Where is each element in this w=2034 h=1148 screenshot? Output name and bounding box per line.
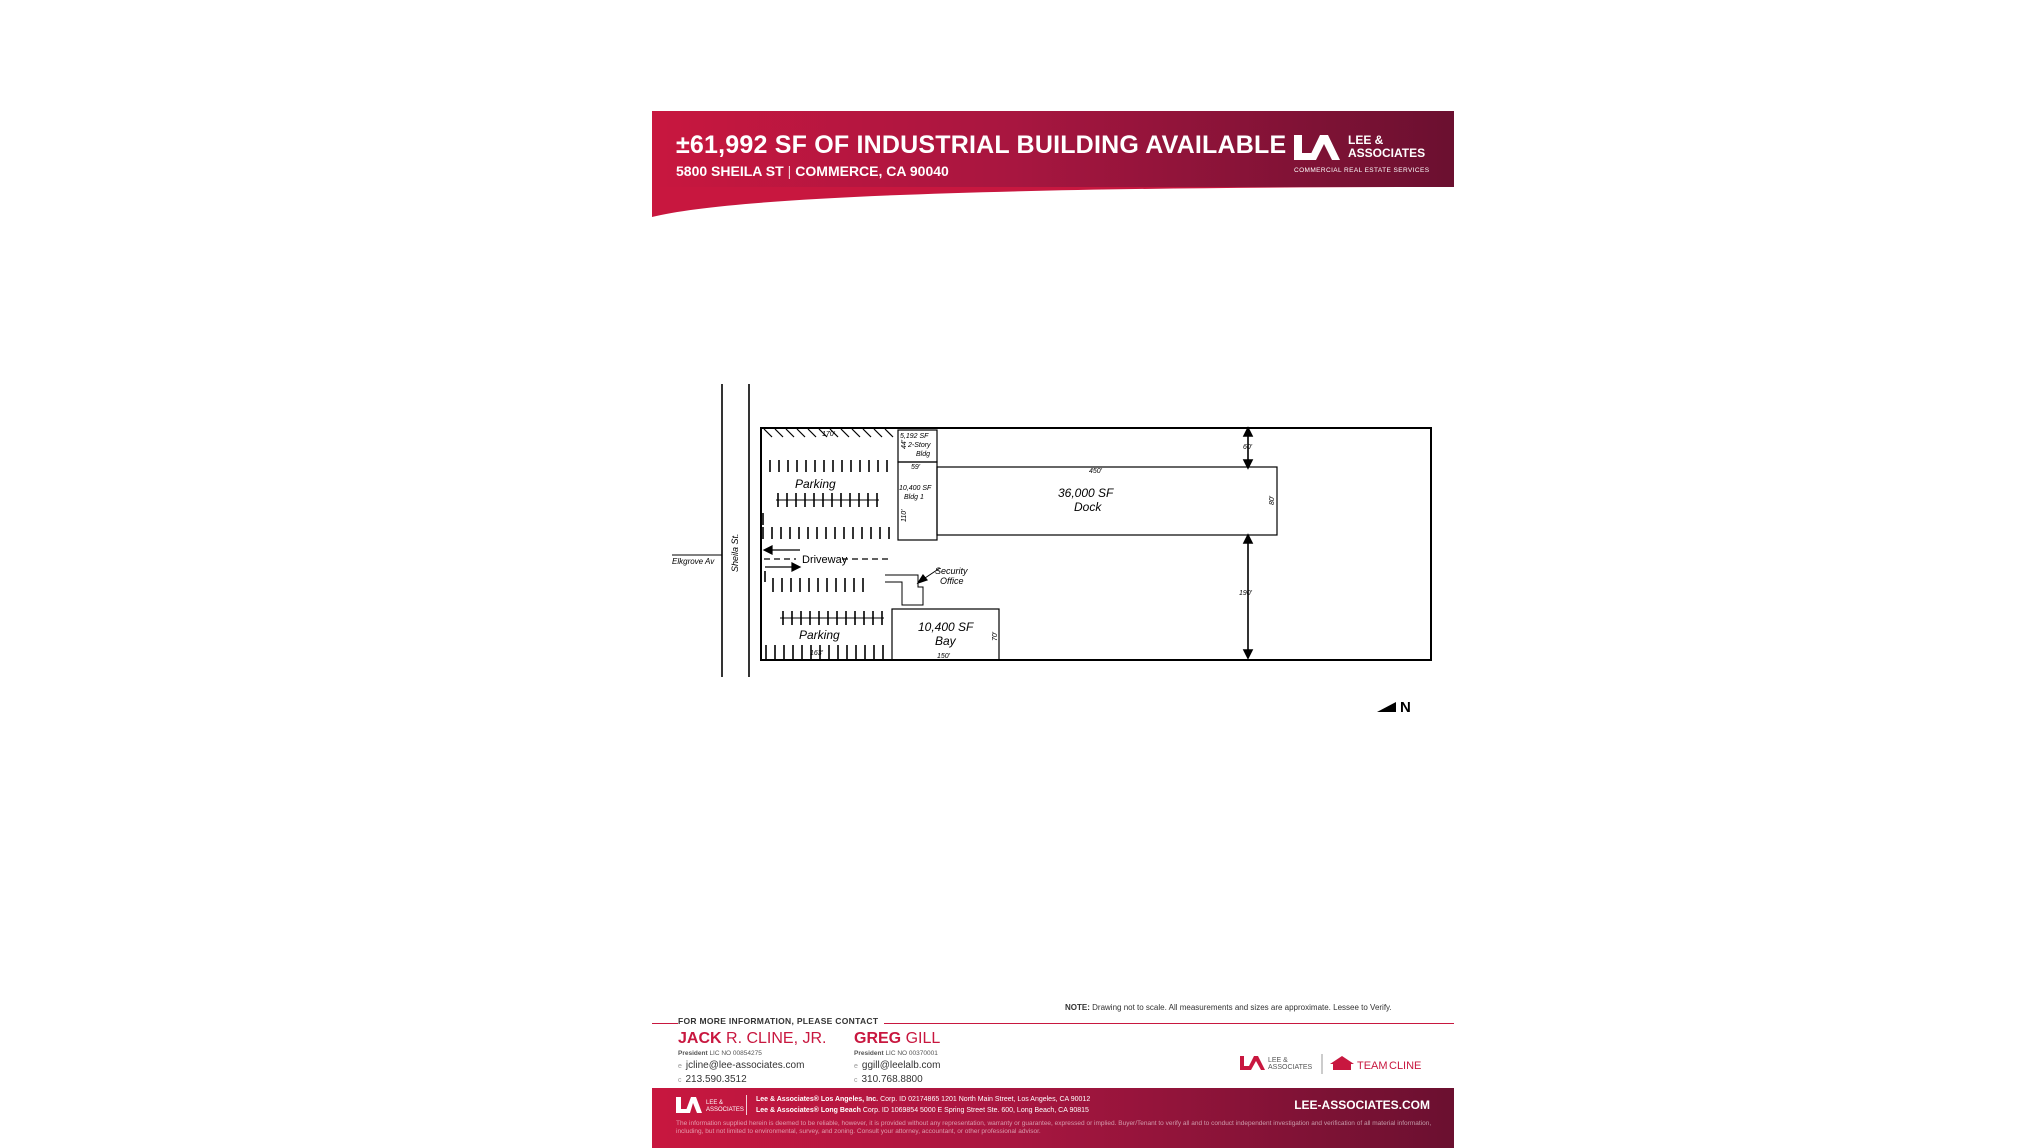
north-row-1 bbox=[770, 460, 887, 472]
agent-card-1 bbox=[678, 1030, 826, 1085]
agent-1-first: JACK bbox=[678, 1030, 722, 1047]
bldg1-sf: 10,400 SF bbox=[899, 485, 932, 492]
agent-1-name bbox=[678, 1030, 826, 1048]
agent-1-license: LIC NO 00854275 bbox=[709, 1050, 762, 1057]
house-icon bbox=[1330, 1056, 1354, 1070]
agent-2-title: President bbox=[854, 1050, 884, 1057]
dim-110: 110' bbox=[901, 509, 908, 522]
website-link[interactable]: LEE-ASSOCIATES.COM bbox=[1294, 1098, 1430, 1112]
logo-name-line1: LEE & bbox=[1348, 133, 1384, 147]
agent-1-title: President bbox=[678, 1050, 708, 1057]
bldg1-name: Bldg 1 bbox=[904, 494, 924, 501]
cross-street-label: Elkgrove Av bbox=[672, 557, 715, 566]
south-row-1 bbox=[765, 571, 863, 592]
footer-logo-name-1: LEE & bbox=[706, 1100, 724, 1106]
street-label: Sheila St. bbox=[730, 533, 740, 572]
agent-2-phone[interactable]: 310.768.8800 bbox=[861, 1074, 923, 1085]
corp-line-2-rest: Corp. ID 1069854 5000 E Spring Street Ste. 600, Long Beach, CA 90815 bbox=[862, 1107, 1089, 1114]
la-logo-small-icon bbox=[1240, 1056, 1265, 1070]
two-story-sf: 5,192 SF bbox=[900, 433, 929, 440]
corp-info bbox=[756, 1094, 1090, 1116]
dim-44: 44' bbox=[901, 439, 908, 449]
logo-name-line2: ASSOCIATES bbox=[1348, 146, 1426, 160]
disclaimer-note bbox=[1065, 1003, 1392, 1012]
dim-59: 59' bbox=[911, 464, 921, 471]
agent-2-name bbox=[854, 1030, 940, 1048]
contact-heading: FOR MORE INFORMATION, PLEASE CONTACT bbox=[678, 1016, 884, 1026]
agent-1-rest: R. CLINE, JR. bbox=[726, 1030, 827, 1047]
dim-190: 190' bbox=[1239, 590, 1253, 597]
corp-line-1-name: Lee & Associates® Los Angeles, Inc. bbox=[756, 1096, 879, 1103]
lot-boundary bbox=[761, 428, 1431, 660]
footer-logo-name-2: ASSOCIATES bbox=[706, 1107, 744, 1113]
legal-disclaimer: The information supplied herein is deemed to be reliable, however, it is provided without any representation, warranty or guarantee, expressed or implied. Buyer/Tenant to verify all and to conduct independent investigation and verification of all material information, including, but not limited to environmental, survey, and zoning. Consult your attorney, accountant, or other professional advisor. bbox=[676, 1120, 1432, 1135]
agent-1-role bbox=[678, 1050, 826, 1057]
dock-sf: 36,000 SF bbox=[1058, 486, 1114, 500]
team-name-a: TEAM bbox=[1357, 1060, 1388, 1072]
agent-2-rest: GILL bbox=[905, 1030, 941, 1047]
corp-line-1-rest: Corp. ID 02174865 1201 North Main Street, Los Angeles, CA 90012 bbox=[880, 1096, 1091, 1103]
team-name-b: CLINE bbox=[1389, 1060, 1422, 1072]
south-row-3 bbox=[766, 645, 883, 659]
note-text: Drawing not to scale. All measurements and sizes are approximate. Lessee to Verify. bbox=[1092, 1003, 1392, 1012]
dimension-arrows bbox=[1244, 428, 1252, 658]
brand-name-1: LEE & bbox=[1268, 1057, 1288, 1064]
two-story-line3: Bldg bbox=[916, 451, 931, 458]
team-cline-brand bbox=[1234, 1050, 1434, 1080]
bay-name: Bay bbox=[935, 634, 956, 648]
dock-building bbox=[937, 467, 1277, 535]
agent-2-first: GREG bbox=[854, 1030, 902, 1047]
footer-banner bbox=[652, 1088, 1454, 1148]
agent-1-email[interactable]: jcline@lee-associates.com bbox=[685, 1060, 805, 1071]
agent-2-role bbox=[854, 1050, 940, 1057]
agent-1-email-line[interactable] bbox=[678, 1060, 826, 1071]
address-separator: | bbox=[787, 163, 792, 179]
phone-icon: c bbox=[854, 1077, 858, 1084]
address-city: COMMERCE, CA 90040 bbox=[795, 163, 949, 179]
two-story-line2: 2-Story bbox=[908, 442, 931, 449]
dim-170: 170' bbox=[822, 431, 836, 438]
dim-450: 450' bbox=[1089, 468, 1103, 475]
north-row-2 bbox=[776, 493, 879, 507]
logo-tagline: COMMERCIAL REAL ESTATE SERVICES bbox=[1294, 167, 1430, 174]
parking-stripes bbox=[763, 429, 893, 659]
dim-163: 163' bbox=[810, 650, 824, 657]
agent-card-2 bbox=[854, 1030, 940, 1085]
footer-la-logo-icon bbox=[676, 1095, 744, 1117]
plan-labels bbox=[672, 431, 1411, 716]
security-office-label-1: Security bbox=[935, 566, 968, 576]
agent-2-email[interactable]: ggill@leelalb.com bbox=[861, 1060, 941, 1071]
dim-80: 80' bbox=[1269, 495, 1276, 505]
bay-sf: 10,400 SF bbox=[918, 620, 974, 634]
footer-divider bbox=[746, 1095, 747, 1115]
corp-line-1 bbox=[756, 1094, 1090, 1105]
agent-2-email-line[interactable] bbox=[854, 1060, 940, 1071]
email-icon: e bbox=[678, 1063, 682, 1070]
parking-south-label: Parking bbox=[799, 628, 840, 642]
agent-2-license: LIC NO 00370001 bbox=[885, 1050, 938, 1057]
building-1 bbox=[898, 462, 937, 540]
dim-150: 150' bbox=[937, 653, 951, 660]
agent-1-phone[interactable]: 213.590.3512 bbox=[685, 1074, 747, 1085]
phone-icon: c bbox=[678, 1077, 682, 1084]
note-label: NOTE: bbox=[1065, 1003, 1090, 1012]
security-office bbox=[885, 575, 923, 605]
corp-line-2 bbox=[756, 1105, 1090, 1116]
south-row-2 bbox=[780, 611, 884, 625]
dim-70: 70' bbox=[992, 631, 999, 641]
dock-name: Dock bbox=[1074, 500, 1102, 514]
parking-north-label: Parking bbox=[795, 477, 836, 491]
driveway-label: Driveway bbox=[802, 554, 848, 566]
north-arrow-icon bbox=[1377, 702, 1396, 712]
north-row-3 bbox=[763, 513, 889, 539]
security-office-label-2: Office bbox=[940, 576, 964, 586]
brand-name-2: ASSOCIATES bbox=[1268, 1064, 1313, 1071]
agent-1-phone-line[interactable] bbox=[678, 1074, 826, 1085]
dim-60: 60' bbox=[1243, 444, 1253, 451]
north-label: N bbox=[1400, 699, 1411, 716]
driveway-arrows bbox=[764, 546, 940, 583]
agent-2-phone-line[interactable] bbox=[854, 1074, 940, 1085]
flyer-title: ±61,992 SF OF INDUSTRIAL BUILDING AVAILABLE bbox=[676, 131, 1287, 159]
address-street: 5800 SHEILA ST bbox=[676, 163, 784, 179]
email-icon: e bbox=[854, 1063, 858, 1070]
corp-line-2-name: Lee & Associates® Long Beach bbox=[756, 1107, 861, 1114]
